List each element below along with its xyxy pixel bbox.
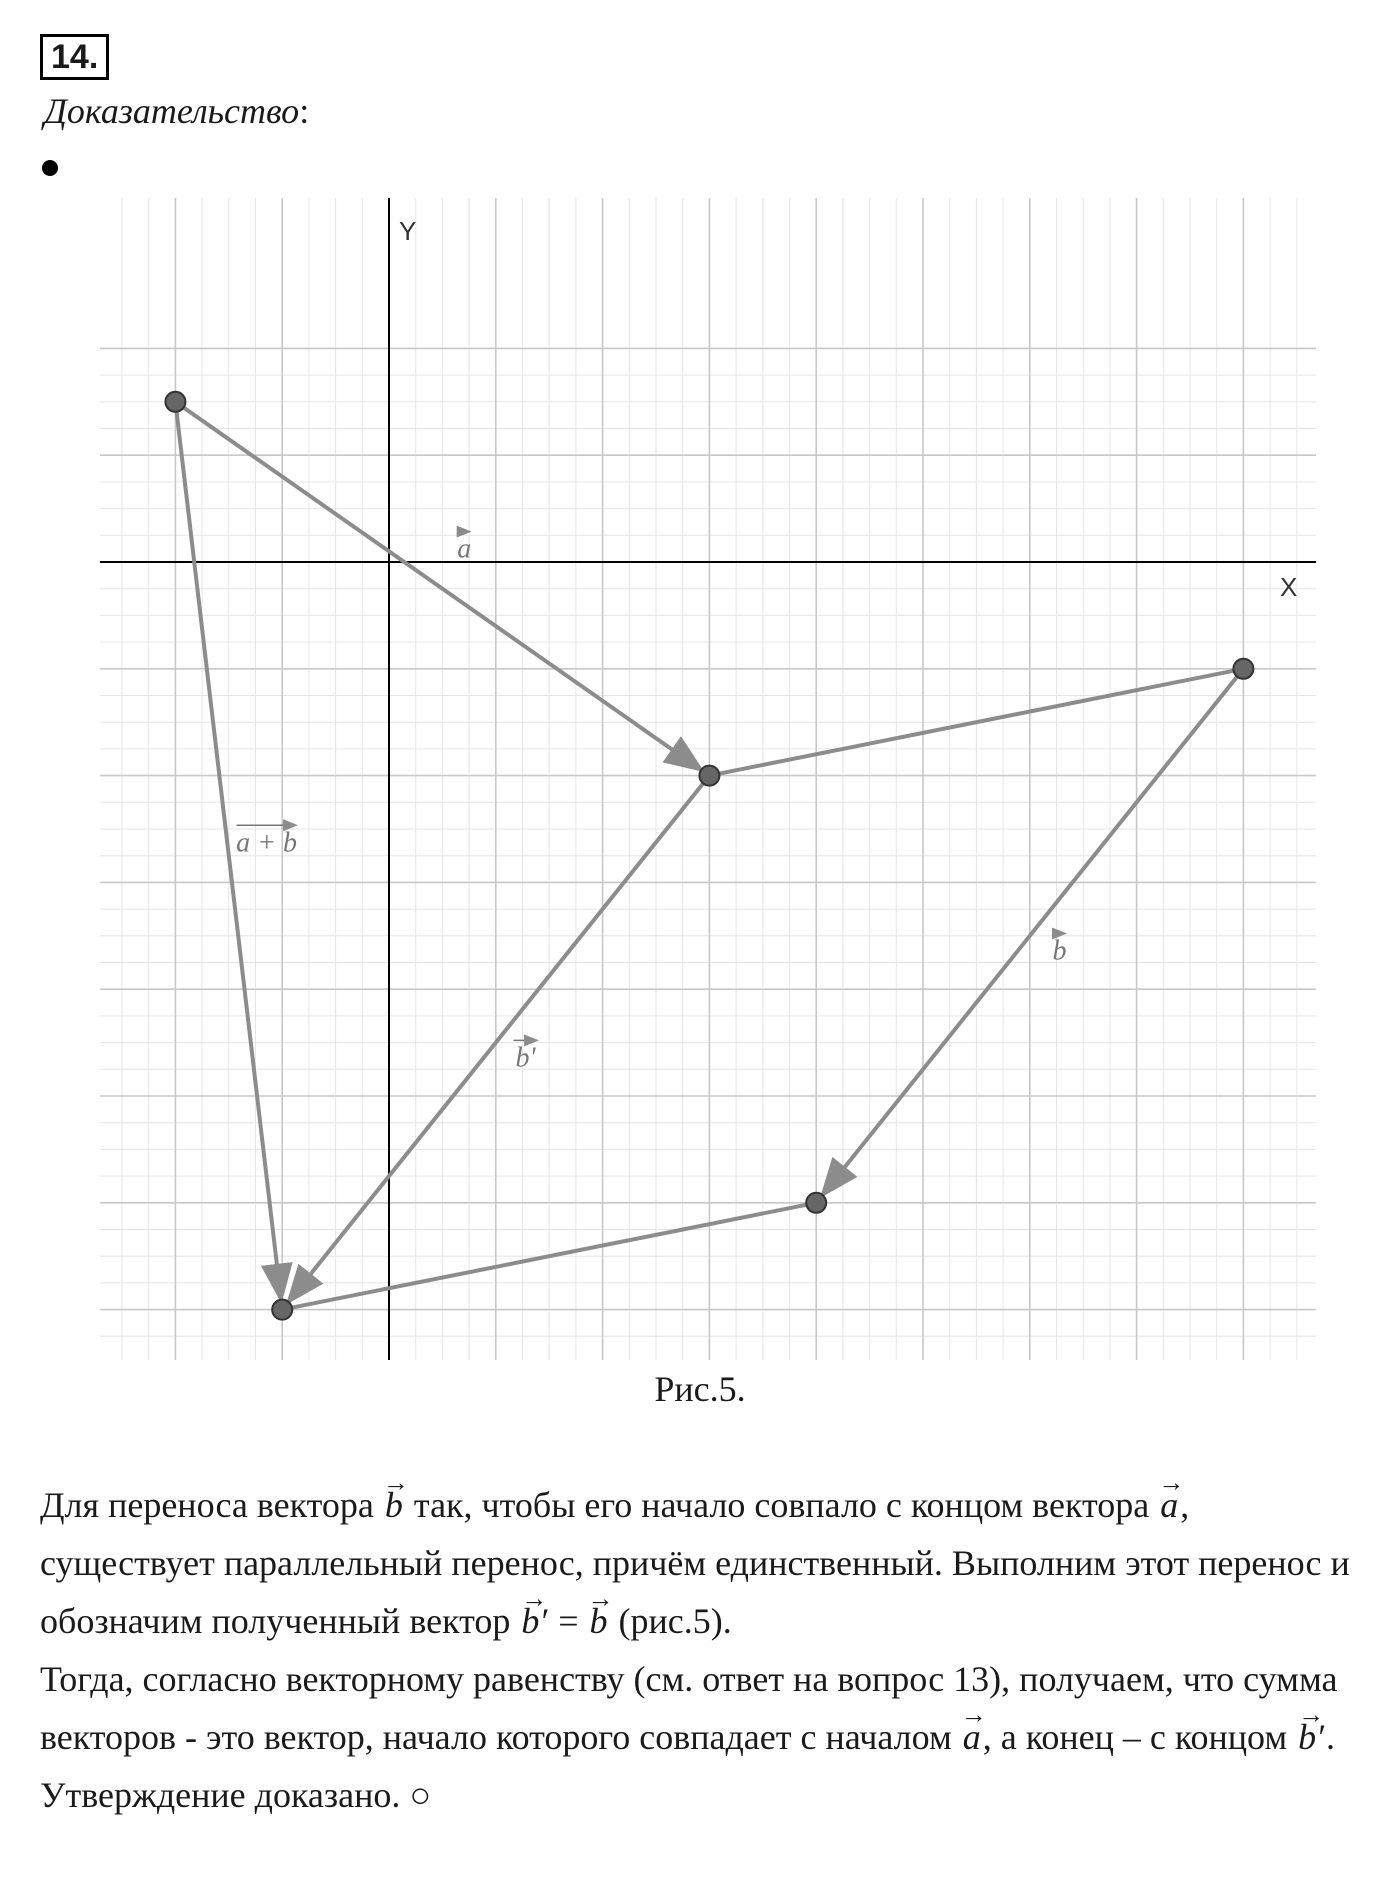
equals-sign: =: [549, 1601, 588, 1641]
vector-b-symbol: → b: [588, 1592, 610, 1650]
point-C: [272, 1300, 292, 1320]
p2-text-2: , а конец – с концом: [982, 1717, 1297, 1757]
task-number: 14.: [40, 34, 109, 80]
vector-DE: [822, 669, 1243, 1195]
figure-caption: Рис.5.: [654, 1369, 746, 1409]
vector-b-prime-symbol: → b′: [1296, 1708, 1326, 1766]
paragraph-2: [40, 1650, 1370, 1766]
vector-b-symbol: → b: [383, 1476, 405, 1534]
point-A: [165, 392, 185, 412]
y-axis-label: Y: [399, 216, 417, 246]
p2-text-3: .: [1326, 1717, 1336, 1757]
vector-label-BC: b': [515, 1042, 536, 1074]
proof-heading-colon: :: [299, 91, 310, 131]
vector-label-DE: b: [1052, 935, 1067, 967]
vector-a-symbol: → a: [961, 1708, 983, 1766]
point-B: [699, 766, 719, 786]
point-E: [806, 1193, 826, 1213]
vector-b-prime-symbol: → b′: [519, 1592, 549, 1650]
proof-text: [40, 1476, 1370, 1824]
proof-heading-text: Доказательство: [44, 91, 300, 131]
p1-text-3: , существует параллельный перенос, причём единственный. Выполним этот перенос и обозначим полученный вектор: [40, 1485, 1350, 1641]
vector-BC: [288, 776, 709, 1302]
p1-text-2: так, чтобы его начало совпало с концом вектора: [404, 1485, 1159, 1525]
p1-text-4: (рис.5).: [609, 1601, 732, 1641]
vector-label-AC: a + b: [236, 827, 297, 859]
vector-label-AB: a: [457, 533, 472, 565]
vector-AB: [175, 402, 701, 770]
paragraph-3: Утверждение доказано. ○: [40, 1775, 432, 1815]
point-D: [1233, 659, 1253, 679]
paragraph-1: [40, 1476, 1370, 1650]
vector-a-symbol: → a: [1158, 1476, 1180, 1534]
x-axis-label: X: [1280, 572, 1298, 602]
p2-text-1: Тогда, согласно векторному равенству (см. ответ на вопрос 13), получаем, что сумма векторов - это вектор, начало которого совпадает с началом: [40, 1659, 1338, 1757]
p1-text-1: Для переноса вектора: [40, 1485, 383, 1525]
